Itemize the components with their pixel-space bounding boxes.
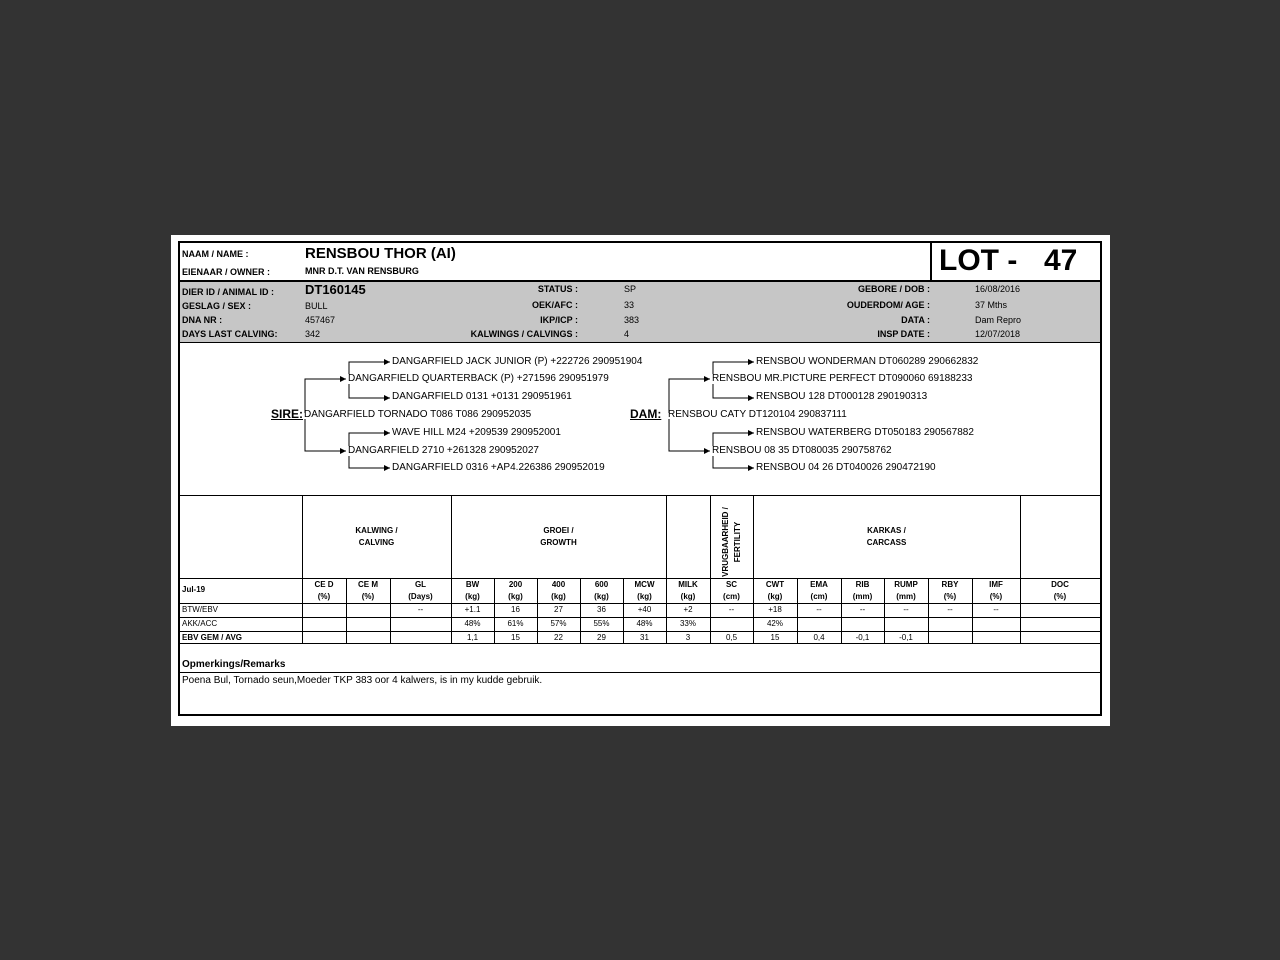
sire-sire-dam: DANGARFIELD 0131 +0131 290951961 [392,391,572,402]
sire-dam: DANGARFIELD 2710 +261328 290952027 [348,445,539,456]
sire: DANGARFIELD TORNADO T086 T086 290952035 [304,409,532,420]
lot-sheet [171,235,1110,726]
ebv-col-14: RBY [941,580,959,589]
ebv-cell: 27 [554,605,563,614]
ebv-unit-16: (%) [1053,592,1067,601]
ebv-row-line [180,603,1100,604]
data-value: Dam Repro [975,315,1022,325]
ebv-col-0: CE D [314,580,334,589]
ebv-col-7: MCW [634,580,655,589]
dob-value: 16/08/2016 [975,284,1021,294]
dam-dam-dam: RENSBOU 04 26 DT040026 290472190 [756,462,936,473]
ebv-cell: +2 [683,605,693,614]
ebv-cell: -0,1 [899,633,913,642]
afc-value: 33 [624,300,635,310]
group-calving [302,525,451,549]
ebv-col-4: 200 [508,580,523,589]
ebv-cell: -- [417,605,424,614]
animal-id-value: DT160145 [305,282,366,297]
ebv-col-line [1020,495,1021,643]
ebv-col-15: IMF [989,580,1003,589]
ebv-unit-13: (mm) [896,592,916,601]
ebv-cell: 15 [770,633,780,642]
insp-value: 12/07/2018 [975,329,1021,339]
age-label: OUDERDOM/ AGE : [846,300,930,310]
divider [180,672,1100,673]
ebv-cell: 15 [511,633,520,642]
days-calving-label: DAYS LAST CALVING: [182,329,278,339]
ebv-unit-4: (kg) [508,592,523,601]
group-calving-line1: KALWING / [355,526,398,535]
ebv-row-label: EBV GEM / AVG [182,633,243,642]
ebv-cell: 57% [550,619,567,628]
ebv-cell: 1,1 [466,633,479,642]
group-growth-line1: GROEI / [543,526,574,535]
ebv-cell: 36 [597,605,606,614]
ebv-unit-2: (Days) [408,592,433,601]
ebv-unit-11: (cm) [810,592,828,601]
remarks-label: Opmerkings/Remarks [182,659,286,670]
ebv-cell: +1.1 [464,605,481,614]
ebv-col-9: SC [725,580,738,589]
dna-label: DNA NR : [182,315,223,325]
ebv-cell: +18 [768,605,782,614]
sire-sire: DANGARFIELD QUARTERBACK (P) +271596 290951979 [348,373,609,384]
icp-label: IKP/ICP : [540,315,578,325]
dam-dam: RENSBOU 08 35 DT080035 290758762 [712,445,892,456]
ebv-row-label: BTW/EBV [182,605,219,614]
ebv-row-line [180,631,1100,632]
sex-value: BULL [305,301,328,311]
ebv-unit-0: (%) [317,592,331,601]
ebv-row-label: AKK/ACC [182,619,218,628]
lot-card [178,241,1102,716]
status-label: STATUS : [537,284,578,294]
ebv-cell: 16 [511,605,520,614]
ebv-unit-1: (%) [361,592,375,601]
days-calving-value: 342 [305,329,321,339]
dam-label: DAM: [630,407,662,421]
calvings-label: KALWINGS / CALVINGS : [470,329,578,339]
ebv-col-8: MILK [678,580,698,589]
ebv-unit-5: (kg) [551,592,566,601]
age-value: 37 Mths [975,300,1008,310]
ebv-unit-3: (kg) [465,592,480,601]
ebv-date: Jul-19 [182,585,206,594]
sire-dam-dam: DANGARFIELD 0316 +AP4.226386 290952019 [392,462,605,473]
ebv-unit-8: (kg) [680,592,696,601]
ebv-cell: -- [947,605,953,614]
ebv-cell: 3 [685,633,691,642]
ebv-col-5: 400 [551,580,566,589]
animal-name: RENSBOU THOR (AI) [305,245,456,262]
dam-sire-sire: RENSBOU WONDERMAN DT060289 290662832 [756,356,979,367]
ebv-cell: -- [993,605,999,614]
group-carcass-line2: CARCASS [866,538,907,547]
ebv-unit-10: (kg) [767,592,783,601]
ebv-col-1: CE M [358,580,378,589]
ebv-unit-9: (cm) [723,592,740,601]
calvings-value: 4 [624,329,630,339]
ebv-cell: 29 [597,633,606,642]
ebv-unit-12: (mm) [852,592,873,601]
group-carcass [753,525,1020,549]
ebv-cell: 61% [507,619,524,628]
sex-label: GESLAG / SEX : [182,301,252,311]
ebv-col-line [710,495,711,643]
ebv-cell: +40 [637,605,652,614]
remarks-text: Poena Bul, Tornado seun,Moeder TKP 383 oor 4 kalwers, is in my kudde gebruik. [182,675,543,686]
ebv-col-12: RIB [855,580,870,589]
ebv-cell: 48% [636,619,653,628]
ebv-col-13: RUMP [894,580,918,589]
ebv-row-line [180,578,1100,579]
dam: RENSBOU CATY DT120104 290837111 [668,409,847,420]
dna-value: 457467 [305,315,336,325]
group-calving-line2: CALVING [358,538,395,547]
ebv-cell: -- [903,605,909,614]
ebv-cell: -0,1 [855,633,870,642]
ebv-row-line [180,617,1100,618]
ebv-cell: -- [859,605,866,614]
group-carcass-line1: KARKAS / [867,526,906,535]
sire-sire-sire: DANGARFIELD JACK JUNIOR (P) +222726 290951904 [392,356,643,367]
dob-label: GEBORE / DOB : [857,284,930,294]
ebv-cell: 22 [554,633,563,642]
ebv-unit-7: (kg) [637,592,652,601]
ebv-cell: 55% [593,619,610,628]
animal-id-label: DIER ID / ANIMAL ID : [182,287,274,297]
group-growth-line2: GROWTH [540,538,577,547]
ebv-col-10: CWT [765,580,785,589]
owner-label: EIENAAR / OWNER : [182,267,271,277]
ebv-unit-14: (%) [943,592,957,601]
divider [180,643,1100,644]
dam-sire: RENSBOU MR.PICTURE PERFECT DT090060 69188233 [712,373,973,384]
icp-value: 383 [624,315,640,325]
data-label: DATA : [901,315,930,325]
ebv-cell: 42% [766,619,783,628]
ebv-cell: 0,4 [813,633,825,642]
ebv-cell: -- [816,605,822,614]
insp-label: INSP DATE : [877,329,930,339]
ebv-cell: 0,5 [725,633,738,642]
dam-sire-dam: RENSBOU 128 DT000128 290190313 [756,391,928,402]
sire-label: SIRE: [271,407,304,421]
ebv-col-line [302,495,303,643]
status-value: SP [624,284,637,294]
ebv-cell: 33% [679,619,696,628]
group-growth [451,525,666,549]
ebv-cell: 48% [464,619,481,628]
ebv-col-11: EMA [810,580,828,589]
dam-dam-sire: RENSBOU WATERBERG DT050183 290567882 [756,427,974,438]
ebv-col-6: 600 [594,580,609,589]
lot-number: 47 [1044,244,1078,277]
afc-label: OEK/AFC : [532,300,578,310]
ebv-unit-15: (%) [989,592,1003,601]
group-fertility: VRUGBAARHEID / FERTILITY [721,507,742,577]
divider [180,495,1100,496]
ebv-cell: 31 [640,633,649,642]
ebv-cell: -- [728,605,735,614]
ebv-col-3: BW [465,580,480,589]
sire-dam-sire: WAVE HILL M24 +209539 290952001 [392,427,561,438]
lot-label: LOT - [939,244,1018,277]
ebv-col-2: GL [414,580,427,589]
name-label: NAAM / NAME : [182,249,249,259]
ebv-unit-6: (kg) [594,592,609,601]
owner-value: MNR D.T. VAN RENSBURG [305,266,419,276]
ebv-col-16: DOC [1051,580,1069,589]
